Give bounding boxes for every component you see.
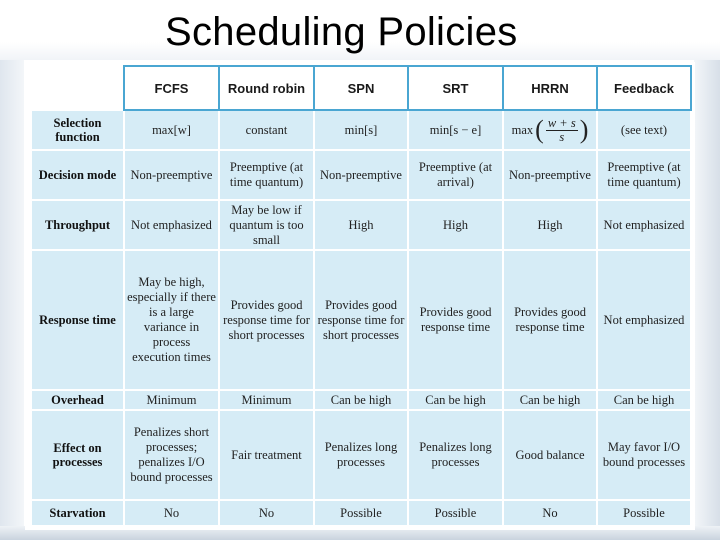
- table-cell: Non-preemptive: [314, 150, 408, 200]
- row-header-decision-mode: Decision mode: [31, 150, 124, 200]
- row-header-throughput: Throughput: [31, 200, 124, 250]
- table-cell: Preemptive (at arrival): [408, 150, 503, 200]
- table-cell: High: [503, 200, 597, 250]
- row-header-response-time: Response time: [31, 250, 124, 390]
- table-cell: Minimum: [124, 390, 219, 410]
- row-header-selection-function: Selection function: [31, 110, 124, 150]
- table-cell: Not emphasized: [124, 200, 219, 250]
- table-cell: Possible: [597, 500, 691, 526]
- table-cell: Minimum: [219, 390, 314, 410]
- table-cell: (see text): [597, 110, 691, 150]
- column-header-round-robin: Round robin: [219, 66, 314, 110]
- table-cell: Fair treatment: [219, 410, 314, 500]
- table-row: [31, 500, 691, 526]
- table-cell: Possible: [314, 500, 408, 526]
- table-cell: min[s − e]: [408, 110, 503, 150]
- formula-numerator: w + s: [547, 115, 576, 130]
- table-cell: No: [503, 500, 597, 526]
- column-header-fcfs: FCFS: [124, 66, 219, 110]
- table-cell: May favor I/O bound processes: [597, 410, 691, 500]
- table-cell: High: [408, 200, 503, 250]
- table-cell: Provides good response time for short processes: [219, 250, 314, 390]
- table-cell: Penalizes long processes: [314, 410, 408, 500]
- table-cell: Preemptive (at time quantum): [219, 150, 314, 200]
- table-cell: Penalizes long processes: [408, 410, 503, 500]
- table-cell: High: [314, 200, 408, 250]
- table-row: [31, 410, 691, 500]
- table-cell: max[w]: [124, 110, 219, 150]
- formula-fraction: [546, 117, 578, 144]
- row-header-starvation: Starvation: [31, 500, 124, 526]
- table-cell: Non-preemptive: [124, 150, 219, 200]
- table-row: [31, 390, 691, 410]
- hrrn-formula: [512, 117, 589, 144]
- formula-denominator: s: [559, 129, 565, 144]
- column-header-srt: SRT: [408, 66, 503, 110]
- row-header-effect-on-processes: Effect on processes: [31, 410, 124, 500]
- slide-right-border: [694, 60, 720, 540]
- table-cell: No: [219, 500, 314, 526]
- formula-close-paren: ): [579, 115, 589, 144]
- table-row: [31, 250, 691, 390]
- table-cell: Can be high: [503, 390, 597, 410]
- table-cell: May be low if quantum is too small: [219, 200, 314, 250]
- table-cell: Can be high: [314, 390, 408, 410]
- table-figure: [25, 62, 695, 530]
- table-cell: Provides good response time for short processes: [314, 250, 408, 390]
- table-cell: May be high, especially if there is a large variance in process execution times: [124, 250, 219, 390]
- table-cell: Provides good response time: [408, 250, 503, 390]
- column-header-spn: SPN: [314, 66, 408, 110]
- formula-max: max: [511, 122, 534, 137]
- table-row: [31, 110, 691, 150]
- slide-left-border: [0, 60, 24, 540]
- row-header-overhead: Overhead: [31, 390, 124, 410]
- table-cell: Non-preemptive: [503, 150, 597, 200]
- table-cell: Can be high: [408, 390, 503, 410]
- scheduling-policies-table: [30, 65, 692, 527]
- column-header-hrrn: HRRN: [503, 66, 597, 110]
- table-row: [31, 200, 691, 250]
- table-cell: Provides good response time: [503, 250, 597, 390]
- table-cell: Not emphasized: [597, 200, 691, 250]
- table-cell: constant: [219, 110, 314, 150]
- table-row: [31, 150, 691, 200]
- table-cell: No: [124, 500, 219, 526]
- table-cell: Can be high: [597, 390, 691, 410]
- table-cell: min[s]: [314, 110, 408, 150]
- slide-title: Scheduling Policies: [165, 10, 518, 54]
- table-corner: [31, 66, 124, 110]
- formula-open-paren: (: [535, 115, 544, 144]
- table-cell: Possible: [408, 500, 503, 526]
- table-cell: Preemptive (at time quantum): [597, 150, 691, 200]
- hrrn-formula-cell: [503, 110, 597, 150]
- table-cell: Penalizes short processes; penalizes I/O bound processes: [124, 410, 219, 500]
- table-cell: Good balance: [503, 410, 597, 500]
- column-header-feedback: Feedback: [597, 66, 691, 110]
- header-row: [31, 66, 691, 110]
- table-cell: Not emphasized: [597, 250, 691, 390]
